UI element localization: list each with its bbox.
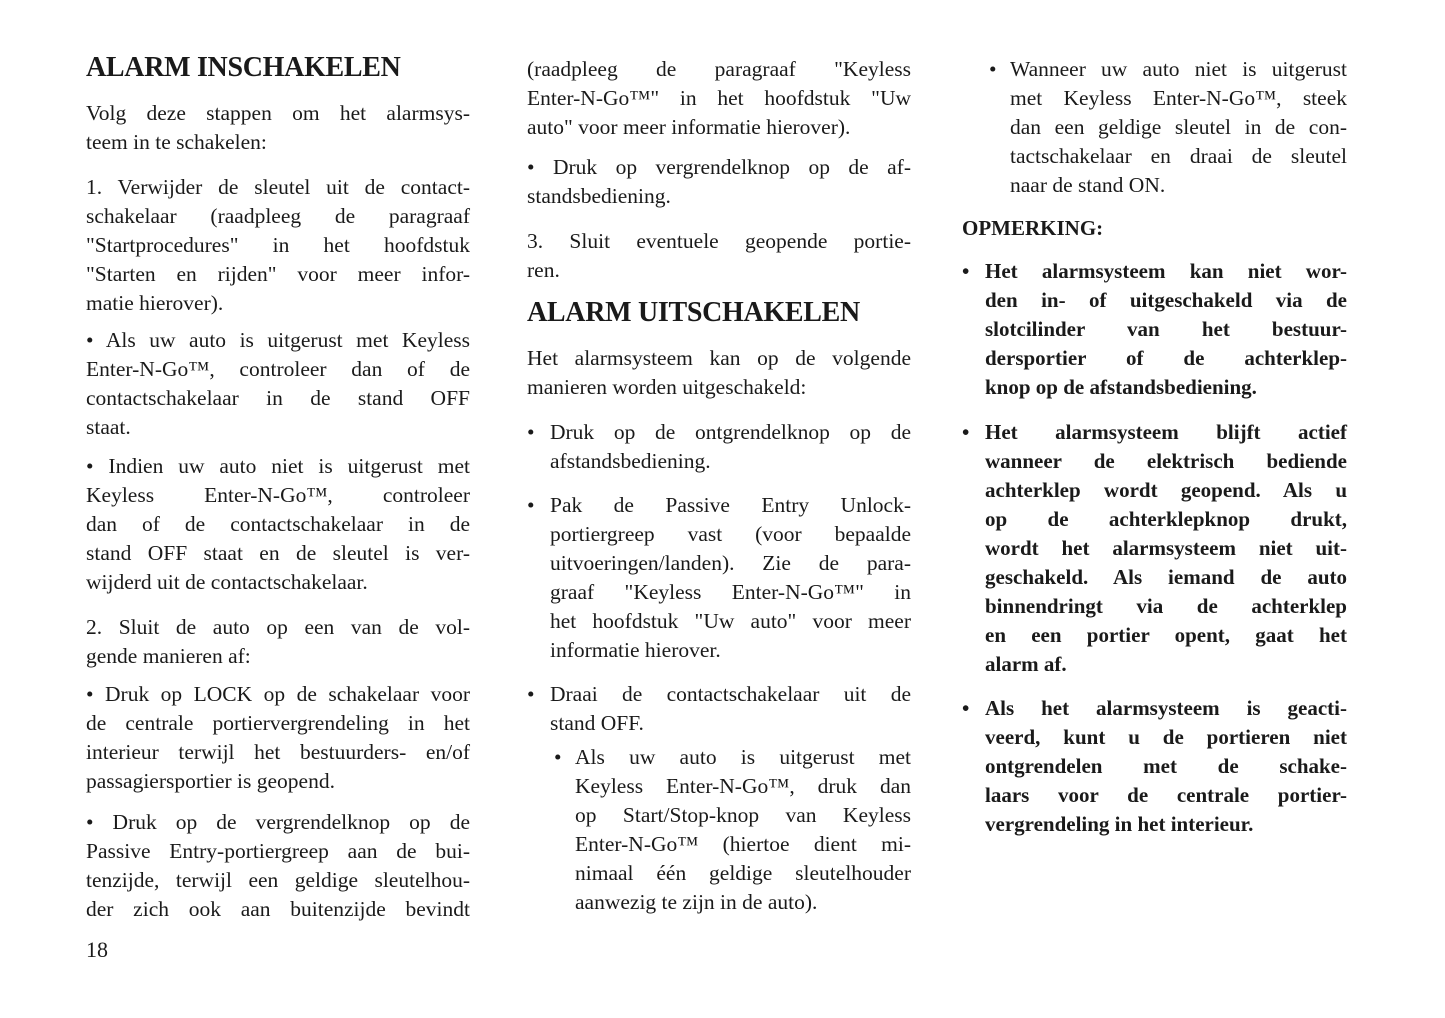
bullet-keyless-equipped: • Als uw auto is uitgerust met Keyless Enter-N-Go™, controleer dan of de contactschakelaar in de stand OFF staat. [86, 328, 470, 439]
note-item-2: • Het alarmsysteem blijft actief wanneer de elektrisch bediende achterklep wordt geopend. Als u op de achterklepknop drukt, wordt het alarmsysteem niet uit- geschakeld. Als iemand de auto binnendringt via de achterklep en een portier opent, gaat het alarm af. [962, 420, 1347, 676]
bullet-lock-switch: • Druk op LOCK op de schakelaar voor de centrale portiervergrendeling in het interieur terwijl het bestuurders- en/of passagiersportier is geopend. [86, 682, 470, 793]
bullet-passive-entry-lock: • Druk op de vergrendelknop op de Passive Entry-portiergreep aan de bui- tenzijde, terwijl een geldige sleutelhou- der zich ook aan buitenzijde bevindt [86, 810, 470, 921]
bullet-icon: • [554, 745, 562, 769]
section-heading-alarm-inschakelen: ALARM INSCHAKELEN [86, 52, 401, 83]
intro-paragraph: Volg deze stappen om het alarmsys- teem in te schakelen: [86, 101, 470, 154]
bullet-icon: • [989, 57, 997, 81]
bullet-remote-unlock: • Druk op de ontgrendelknop op de afstandsbediening. [527, 420, 911, 473]
bullet-icon: • [527, 493, 535, 517]
section-heading-alarm-uitschakelen: ALARM UITSCHAKELEN [527, 297, 860, 328]
page-number: 18 [86, 937, 108, 962]
bullet-remote-lock: • Druk op vergrendelknop op de af- standsbediening. [527, 155, 911, 208]
bullet-icon: • [527, 420, 535, 444]
bullet-icon: • [527, 682, 535, 706]
continued-paragraph: (raadpleeg de paragraaf "Keyless Enter-N-Go™" in het hoofdstuk "Uw auto" voor meer informatie hierover). [527, 57, 911, 139]
bullet-icon: • [962, 420, 970, 444]
step-1-paragraph: 1. Verwijder de sleutel uit de contact- schakelaar (raadpleeg de paragraaf "Startprocedures" in het hoofdstuk "Starten en rijden" voor meer infor- matie hierover). [86, 175, 470, 315]
step-2-paragraph: 2. Sluit de auto op een van de vol- gende manieren af: [86, 615, 470, 668]
sub-bullet-keyless-start-stop: • Als uw auto is uitgerust met Keyless Enter-N-Go™, druk dan op Start/Stop-knop van Keyless Enter-N-Go™ (hiertoe dient mi- nimaal één geldige sleutelhouder aanwezig te zijn in de auto). [554, 745, 911, 914]
bullet-icon: • [962, 696, 970, 720]
note-item-3: • Als het alarmsysteem is geacti- veerd, kunt u de portieren niet ontgrendelen met de schake- laars voor de centrale portier- vergrendeling in het interieur. [962, 696, 1347, 836]
step-3-paragraph: 3. Sluit eventuele geopende portie- ren. [527, 229, 911, 282]
note-item-1: • Het alarmsysteem kan niet wor- den in- of uitgeschakeld via de slotcilinder van het bestuur- dersportier of de achterklep- knop op de afstandsbediening. [962, 259, 1347, 399]
sub-bullet-insert-key: • Wanneer uw auto niet is uitgerust met Keyless Enter-N-Go™, steek dan een geldige sleutel in de con- tactschakelaar en draai de sleutel naar de stand ON. [989, 57, 1347, 197]
disarm-intro-paragraph: Het alarmsysteem kan op de volgende manieren worden uitgeschakeld: [527, 346, 911, 399]
bullet-passive-entry-unlock: • Pak de Passive Entry Unlock- portiergreep vast (voor bepaalde uitvoeringen/landen). Zie de para- graaf "Keyless Enter-N-Go™" in het hoofdstuk "Uw auto" voor meer informatie hierover. [527, 493, 911, 662]
bullet-not-keyless-equipped: • Indien uw auto niet is uitgerust met Keyless Enter-N-Go™, controleer dan of de contactschakelaar in de stand OFF staat en de sleutel is ver- wijderd uit de contactschakelaar. [86, 454, 470, 594]
bullet-turn-ignition: • Draai de contactschakelaar uit de stand OFF. [527, 682, 911, 735]
bullet-icon: • [962, 259, 970, 283]
note-heading: OPMERKING: [962, 216, 1104, 240]
